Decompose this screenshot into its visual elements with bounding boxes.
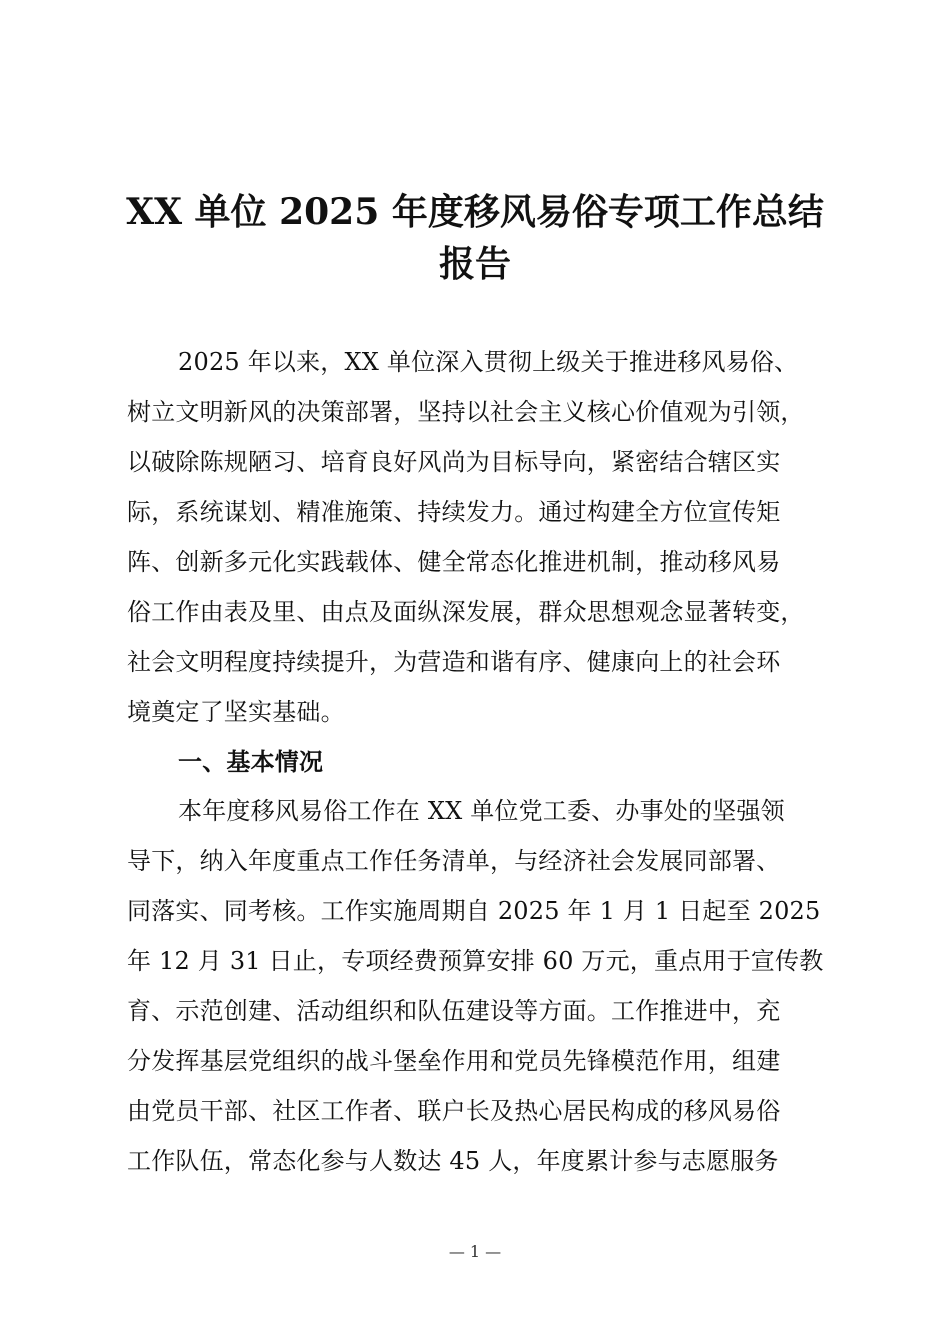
- intro-paragraph-line: 树立文明新风的决策部署，坚持以社会主义核心价值观为引领，: [127, 398, 805, 426]
- section-paragraph-line: 育、示范创建、活动组织和队伍建设等方面。工作推进中，充: [127, 997, 781, 1025]
- section-paragraph-line: 工作队伍，常态化参与人数达 45 人，年度累计参与志愿服务: [127, 1147, 779, 1175]
- section-paragraph-line: 由党员干部、社区工作者、联户长及热心居民构成的移风易俗: [127, 1097, 781, 1125]
- section-paragraph-line: 导下，纳入年度重点工作任务清单，与经济社会发展同部署、: [127, 847, 781, 875]
- intro-paragraph-line: 际，系统谋划、精准施策、持续发力。通过构建全方位宣传矩: [127, 498, 781, 526]
- page-number: — 1 —: [448, 1242, 502, 1261]
- intro-paragraph-line: 俗工作由表及里、由点及面纵深发展，群众思想观念显著转变，: [127, 598, 805, 626]
- section-paragraph-line: 同落实、同考核。工作实施周期自 2025 年 1 月 1 日起至 2025: [127, 897, 821, 925]
- section-paragraph-line: 本年度移风易俗工作在 XX 单位党工委、办事处的坚强领: [178, 797, 785, 825]
- intro-paragraph-line: 境奠定了坚实基础。: [127, 698, 345, 726]
- section-heading-basic-situation: 一、基本情况: [178, 747, 324, 776]
- report-title-line-1: XX 单位 2025 年度移风易俗专项工作总结: [126, 191, 824, 233]
- report-title-line-2: 报告: [438, 243, 511, 285]
- intro-paragraph-line: 社会文明程度持续提升，为营造和谐有序、健康向上的社会环: [127, 648, 781, 676]
- intro-paragraph-line: 2025 年以来，XX 单位深入贯彻上级关于推进移风易俗、: [178, 348, 799, 376]
- section-paragraph-line: 年 12 月 31 日止，专项经费预算安排 60 万元，重点用于宣传教: [127, 947, 824, 975]
- intro-paragraph-line: 阵、创新多元化实践载体、健全常态化推进机制，推动移风易: [127, 548, 781, 576]
- section-paragraph-line: 分发挥基层党组织的战斗堡垒作用和党员先锋模范作用，组建: [127, 1047, 781, 1075]
- intro-paragraph-line: 以破除陈规陋习、培育良好风尚为目标导向，紧密结合辖区实: [127, 448, 781, 476]
